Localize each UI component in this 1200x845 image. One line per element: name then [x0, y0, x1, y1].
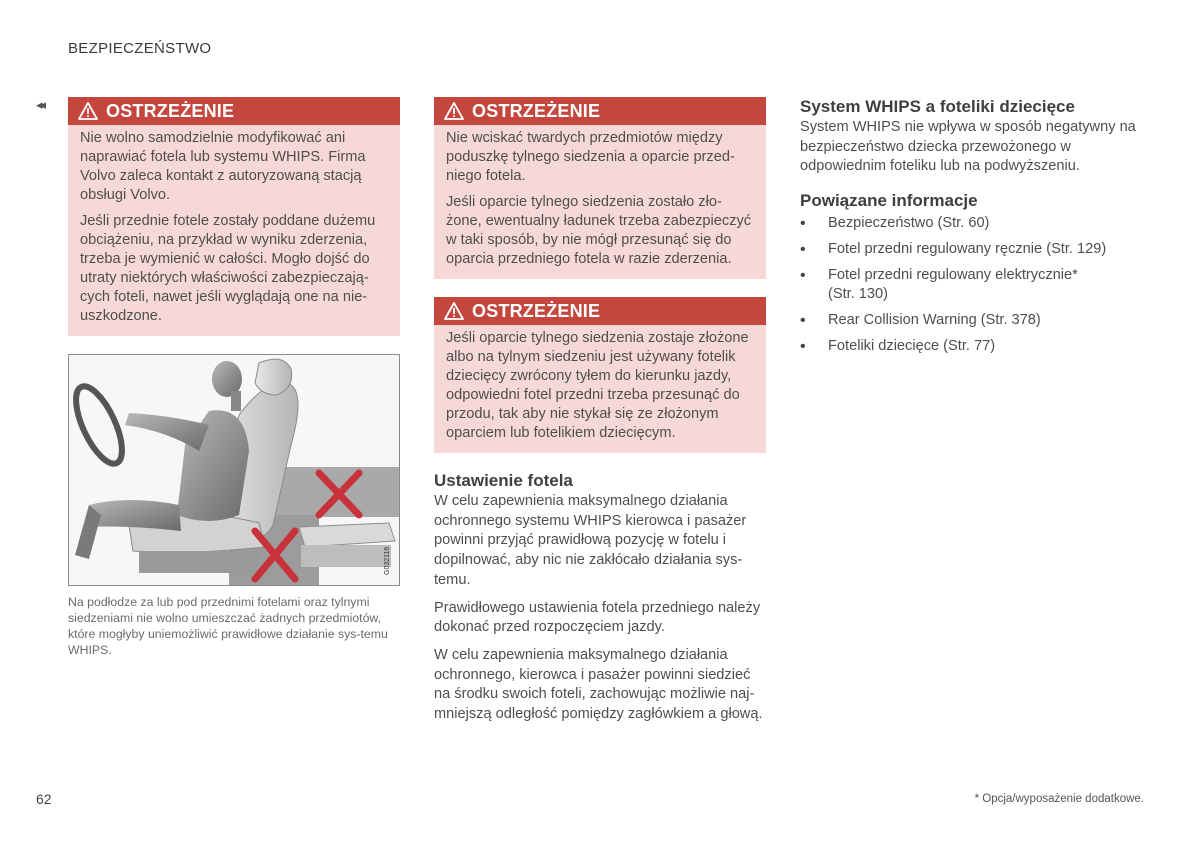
bullet-icon: • — [800, 241, 806, 259]
related-link-label[interactable]: Fotel przedni regulowany elektrycznie* (Str. 130) — [828, 267, 1078, 303]
warning-body — [68, 125, 400, 336]
body-paragraph: W celu zapewnienia maksymalnego działania ochronnego, kierowca i pasażer powinni siedzieć na środku swoich foteli, zachowując możliwie naj-mniejszą odległość pomiędzy zagłówkiem a głową. — [434, 646, 763, 723]
warning-box — [434, 297, 766, 453]
figure-code: G032116 — [384, 546, 391, 575]
section-title: Ustawienie fotela — [434, 471, 573, 490]
related-info-list — [800, 214, 1140, 356]
section-title: System WHIPS a foteliki dziecięce — [800, 97, 1075, 116]
warning-box — [434, 97, 766, 279]
related-link[interactable] — [800, 311, 1140, 330]
figure-caption: Na podłodze za lub pod przednimi fotelami oraz tylnymi siedzeniami nie wolno umieszczać żadnych przedmiotów, które mogłyby uniemożliwić prawidłowe działanie sys-temu WHIPS. — [68, 595, 388, 657]
seat-illustration — [68, 354, 400, 586]
section-header: BEZPIECZEŃSTWO — [68, 40, 212, 57]
warning-body — [434, 325, 766, 453]
warning-header — [68, 97, 400, 125]
footnote: * Opcja/wyposażenie dodatkowe. — [974, 793, 1144, 805]
related-info-title: Powiązane informacje — [800, 191, 978, 211]
warning-header — [434, 97, 766, 125]
warning-title: OSTRZEŻENIE — [106, 100, 235, 121]
warning-body — [434, 125, 766, 279]
column-left — [68, 97, 400, 658]
bullet-icon: • — [800, 267, 806, 285]
warning-header — [434, 297, 766, 325]
warning-paragraph: Jeśli oparcie tylnego siedzenia zostaje złożone albo na tylnym siedzeniu jest używany fotelik dziecięcy zwrócony tyłem do kierunku jazdy, odpowiedni fotel przedni trzeba przesunąć do przodu, tak aby nie stykał się ze złożonym oparciem lub fotelikiem dziecięcym. — [446, 330, 749, 441]
warning-title: OSTRZEŻENIE — [472, 100, 601, 121]
page-number: 62 — [36, 791, 52, 807]
related-link-label[interactable]: Foteliki dziecięce (Str. 77) — [828, 338, 996, 355]
column-right — [800, 97, 1140, 363]
warning-paragraph: Jeśli oparcie tylnego siedzenia zostało zło-żone, ewentualny ładunek trzeba zabezpieczyć w taki sposób, by nie mógł przesunąć się do oparcia przedniego fotela w razie zderzenia. — [446, 194, 752, 267]
double-chevron-left-icon[interactable]: ◂◂ — [36, 97, 44, 112]
warning-triangle-icon — [444, 102, 464, 120]
bullet-icon: • — [800, 338, 806, 356]
bullet-icon: • — [800, 312, 806, 330]
body-paragraph: Prawidłowego ustawienia fotela przedniego należy dokonać przed rozpoczęciem jazdy. — [434, 599, 761, 636]
body-paragraph: W celu zapewnienia maksymalnego działania ochronnego systemu WHIPS kierowca i pasażer powinni przyjąć prawidłową pozycję w fotelu i dopilnować, aby nic nie zakłócało działania sys-temu. — [434, 493, 747, 588]
warning-paragraph: Jeśli przednie fotele zostały poddane dużemu obciążeniu, na przykład w wyniku zderzenia, trzeba je wymienić w całości. Mogło dojść do utraty niektórych właściwości zabezpieczają-cych foteli, nawet jeśli wyglądają one na nie-uszkodzone. — [80, 213, 376, 324]
warning-paragraph: Nie wciskać twardych przedmiotów między poduszkę tylnego siedzenia a oparcie przed-niego fotela. — [446, 130, 735, 184]
related-link[interactable] — [800, 214, 1140, 233]
bullet-icon: • — [800, 215, 806, 233]
related-link[interactable] — [800, 266, 1140, 304]
body-paragraph: System WHIPS nie wpływa w sposób negatywny na bezpieczeństwo dziecka przewożonego w odpowiednim foteliku lub na podwyższeniu. — [800, 119, 1136, 175]
warning-paragraph: Nie wolno samodzielnie modyfikować ani naprawiać fotela lub systemu WHIPS. Firma Volvo zaleca kontakt z autoryzowaną stacją obsługi Volvo. — [80, 130, 366, 203]
related-link-label[interactable]: Bezpieczeństwo (Str. 60) — [828, 215, 990, 232]
warning-box — [68, 97, 400, 336]
warning-triangle-icon — [78, 102, 98, 120]
warning-triangle-icon — [444, 302, 464, 320]
related-link[interactable] — [800, 240, 1140, 259]
related-link-label[interactable]: Rear Collision Warning (Str. 378) — [828, 312, 1041, 329]
related-link[interactable] — [800, 337, 1140, 356]
related-link-label[interactable]: Fotel przedni regulowany ręcznie (Str. 129) — [828, 241, 1107, 258]
warning-title: OSTRZEŻENIE — [472, 300, 601, 321]
column-middle — [434, 97, 766, 725]
